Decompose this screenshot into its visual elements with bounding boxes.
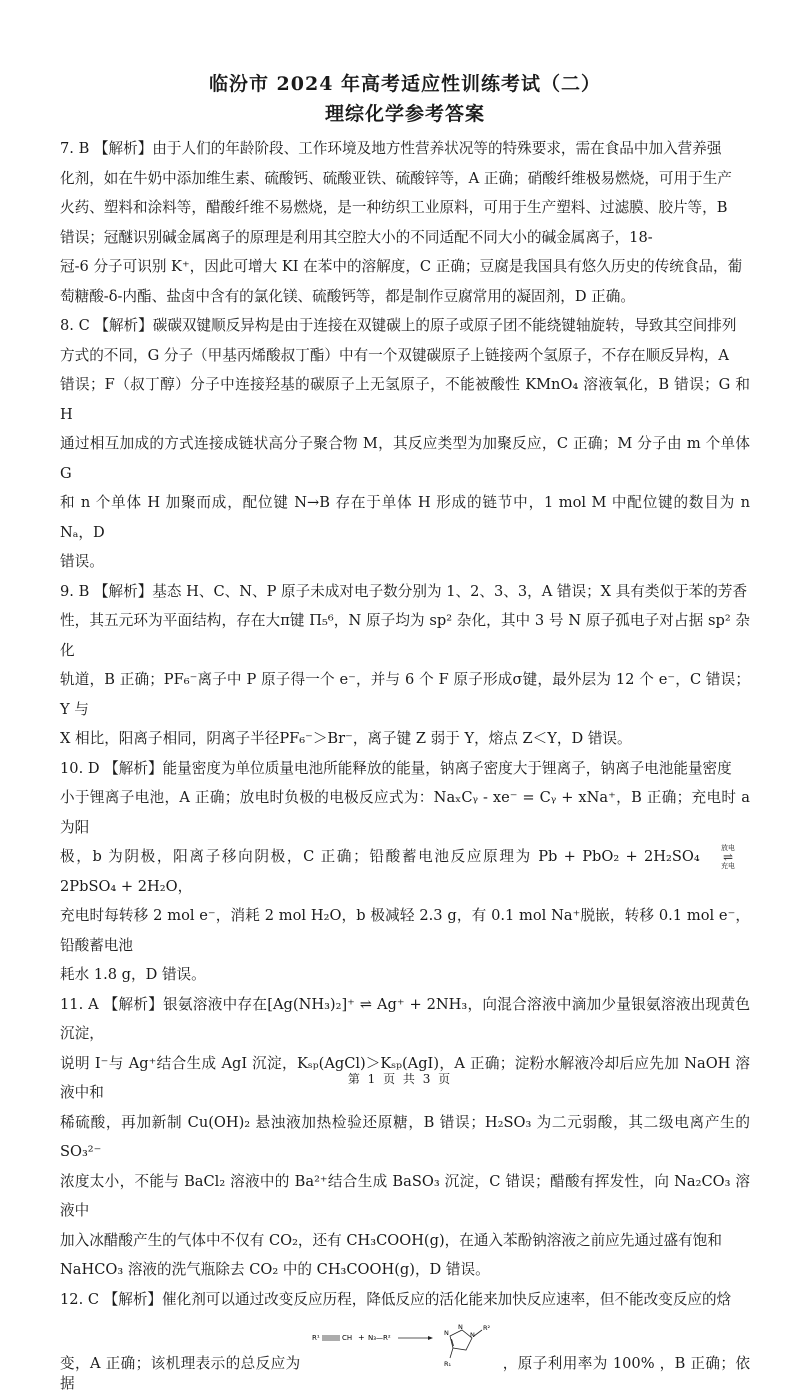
azide-label: N₃—R²: [368, 1334, 391, 1342]
answer-line: 耗水 1.8 g，D 错误。: [60, 960, 750, 990]
document-title: 临汾市 2024 年高考适应性训练考试（二）: [60, 70, 750, 98]
answer-line: X 相比，阳离子相同，阴离子半径PF₆⁻＞Br⁻，离子键 Z 弱于 Y，熔点 Z＜Y，D 错误。: [60, 724, 750, 754]
answer-7: [60, 134, 750, 311]
answer-line: [60, 842, 750, 901]
answer-line: NaHCO₃ 溶液的洗气瓶除去 CO₂ 中的 CH₃COOH(g)，D 错误。: [60, 1255, 750, 1285]
click-reaction-scheme: [310, 1320, 494, 1374]
answer-line: 浓度太小，不能与 BaCl₂ 溶液中的 Ba²⁺结合生成 BaSO₃ 沉淀，C 错误；醋酸有挥发性，向 Na₂CO₃ 溶液中: [60, 1167, 750, 1226]
answer-line: 加入冰醋酸产生的气体中不仅有 CO₂，还有 CH₃COOH(g)，在通入苯酚钠溶液之前应先通过盛有饱和: [60, 1226, 750, 1256]
triazole-ring: [450, 1330, 472, 1350]
r2-label: R²: [483, 1324, 491, 1332]
answer-line: 11. A 【解析】银氨溶液中存在[Ag(NH₃)₂]⁺ ⇌ Ag⁺ + 2NH₃，向混合溶液中滴加少量银氨溶液出现黄色沉淀，: [60, 990, 750, 1049]
r1-product-label: R₁: [444, 1360, 452, 1368]
answer-line: 性，其五元环为平面结构，存在大π键 Π₅⁶，N 原子均为 sp² 杂化，其中 3 号 N 原子孤电子对占据 sp² 杂化: [60, 606, 750, 665]
equilibrium-arrow-icon: ⇌: [709, 852, 747, 862]
answer-line: 7. B 【解析】由于人们的年龄阶段、工作环境及地方性营养状况等的特殊要求，需在食品中加入营养强: [60, 134, 750, 164]
arrow-bottom-label: 充电: [709, 862, 747, 870]
answer-line: 9. B 【解析】基态 H、C、N、P 原子未成对电子数分别为 1、2、3、3，A 错误；X 具有类似于苯的芳香: [60, 577, 750, 607]
equation-left: 极，b 为阴极，阳离子移向阴极，C 正确；铅酸蓄电池反应原理为 Pb + PbO₂ + 2H₂SO₄: [60, 848, 700, 865]
answer-line: 8. C 【解析】碳碳双键顺反异构是由于连接在双键碳上的原子或原子团不能绕键轴旋转，导致其空间排列: [60, 311, 750, 341]
answer-10: [60, 754, 750, 990]
answer-line: 10. D 【解析】能量密度为单位质量电池所能释放的能量，钠离子密度大于锂离子，钠离子电池能量密度: [60, 754, 750, 784]
answer-text: ，原子利用率为 100% ，B 正确；依据: [60, 1355, 750, 1392]
answer-text: 变，A 正确；该机理表示的总反应为: [60, 1355, 301, 1372]
answer-12: [60, 1285, 750, 1394]
answer-line: 萄糖酸-δ-内酯、盐卤中含有的氯化镁、硫酸钙等，都是制作豆腐常用的凝固剂，D 正确。: [60, 282, 750, 312]
answer-line: 错误；冠醚识别碱金属离子的原理是利用其空腔大小的不同适配不同大小的碱金属离子，18-: [60, 223, 750, 253]
answer-line: 方式的不同，G 分子（甲基丙烯酸叔丁酯）中有一个双键碳原子上链接两个氢原子，不存在顺反异构，A: [60, 341, 750, 371]
answer-line: 稀硫酸，再加新制 Cu(OH)₂ 悬浊液加热检验还原糖，B 错误；H₂SO₃ 为二元弱酸，其二级电离产生的 SO₃²⁻: [60, 1108, 750, 1167]
plus-sign: +: [358, 1333, 365, 1342]
answer-line: 说明 I⁻与 Ag⁺结合生成 AgI 沉淀，Kₛₚ(AgCl)＞Kₛₚ(AgI)，A 正确；淀粉水解液冷却后应先加 NaOH 溶液中和: [60, 1049, 750, 1108]
arrow-top-label: 放电: [709, 844, 747, 852]
answer-line: 化剂，如在牛奶中添加维生素、硫酸钙、硫酸亚铁、硫酸锌等，A 正确；硝酸纤维极易燃烧，可用于生产: [60, 164, 750, 194]
alkyne-h-label: CH: [342, 1334, 352, 1342]
n-label: N: [470, 1331, 475, 1339]
answer-line: 冠-6 分子可识别 K⁺，因此可增大 KI 在苯中的溶解度，C 正确；豆腐是我国具有悠久历史的传统食品，葡: [60, 252, 750, 282]
answer-line: 12. C 【解析】催化剂可以通过改变反应历程，降低反应的活化能来加快反应速率，但不能改变反应的焓: [60, 1285, 750, 1315]
reversible-arrow: [709, 844, 747, 870]
r2-bond: [474, 1330, 482, 1336]
n-label: N: [444, 1329, 449, 1337]
equation-right: 2PbSO₄ + 2H₂O，: [60, 878, 192, 895]
answer-8: [60, 311, 750, 577]
answer-line: 错误。: [60, 547, 750, 577]
answer-line: 充电时每转移 2 mol e⁻，消耗 2 mol H₂O，b 极减轻 2.3 g，有 0.1 mol Na⁺脱嵌，转移 0.1 mol e⁻，铅酸蓄电池: [60, 901, 750, 960]
answer-line: 轨道，B 正确；PF₆⁻离子中 P 原子得一个 e⁻，并与 6 个 F 原子形成σ键，最外层为 12 个 e⁻，C 错误；Y 与: [60, 665, 750, 724]
page-footer: 第 1 页 共 3 页: [0, 1070, 800, 1087]
answer-line: 通过相互加成的方式连接成链状高分子聚合物 M，其反应类型为加聚反应，C 正确；M 分子由 m 个单体 G: [60, 429, 750, 488]
answer-line: [60, 1320, 750, 1394]
answer-line: 小于锂离子电池，A 正确；放电时负极的电极反应式为：NaₓCᵧ - xe⁻ = Cᵧ + xNa⁺，B 正确；充电时 a 为阳: [60, 783, 750, 842]
answer-line: 火药、塑料和涂料等，醋酸纤维不易燃烧，是一种纺织工业原料，可用于生产塑料、过滤膜、胶片等，B: [60, 193, 750, 223]
n-label: N: [458, 1323, 463, 1331]
answer-line: 错误；F（叔丁醇）分子中连接羟基的碳原子上无氢原子，不能被酸性 KMnO₄ 溶液氧化，B 错误；G 和 H: [60, 370, 750, 429]
r1-bond: [450, 1348, 453, 1358]
answer-line: 和 n 个单体 H 加聚而成，配位键 N→B 存在于单体 H 形成的链节中，1 mol M 中配位键的数目为 n Nₐ，D: [60, 488, 750, 547]
answer-9: [60, 577, 750, 754]
arrow-head-icon: [428, 1336, 433, 1340]
document-subtitle: 理综化学参考答案: [60, 100, 750, 128]
r1-label: R¹: [312, 1334, 320, 1342]
answer-11: [60, 990, 750, 1285]
